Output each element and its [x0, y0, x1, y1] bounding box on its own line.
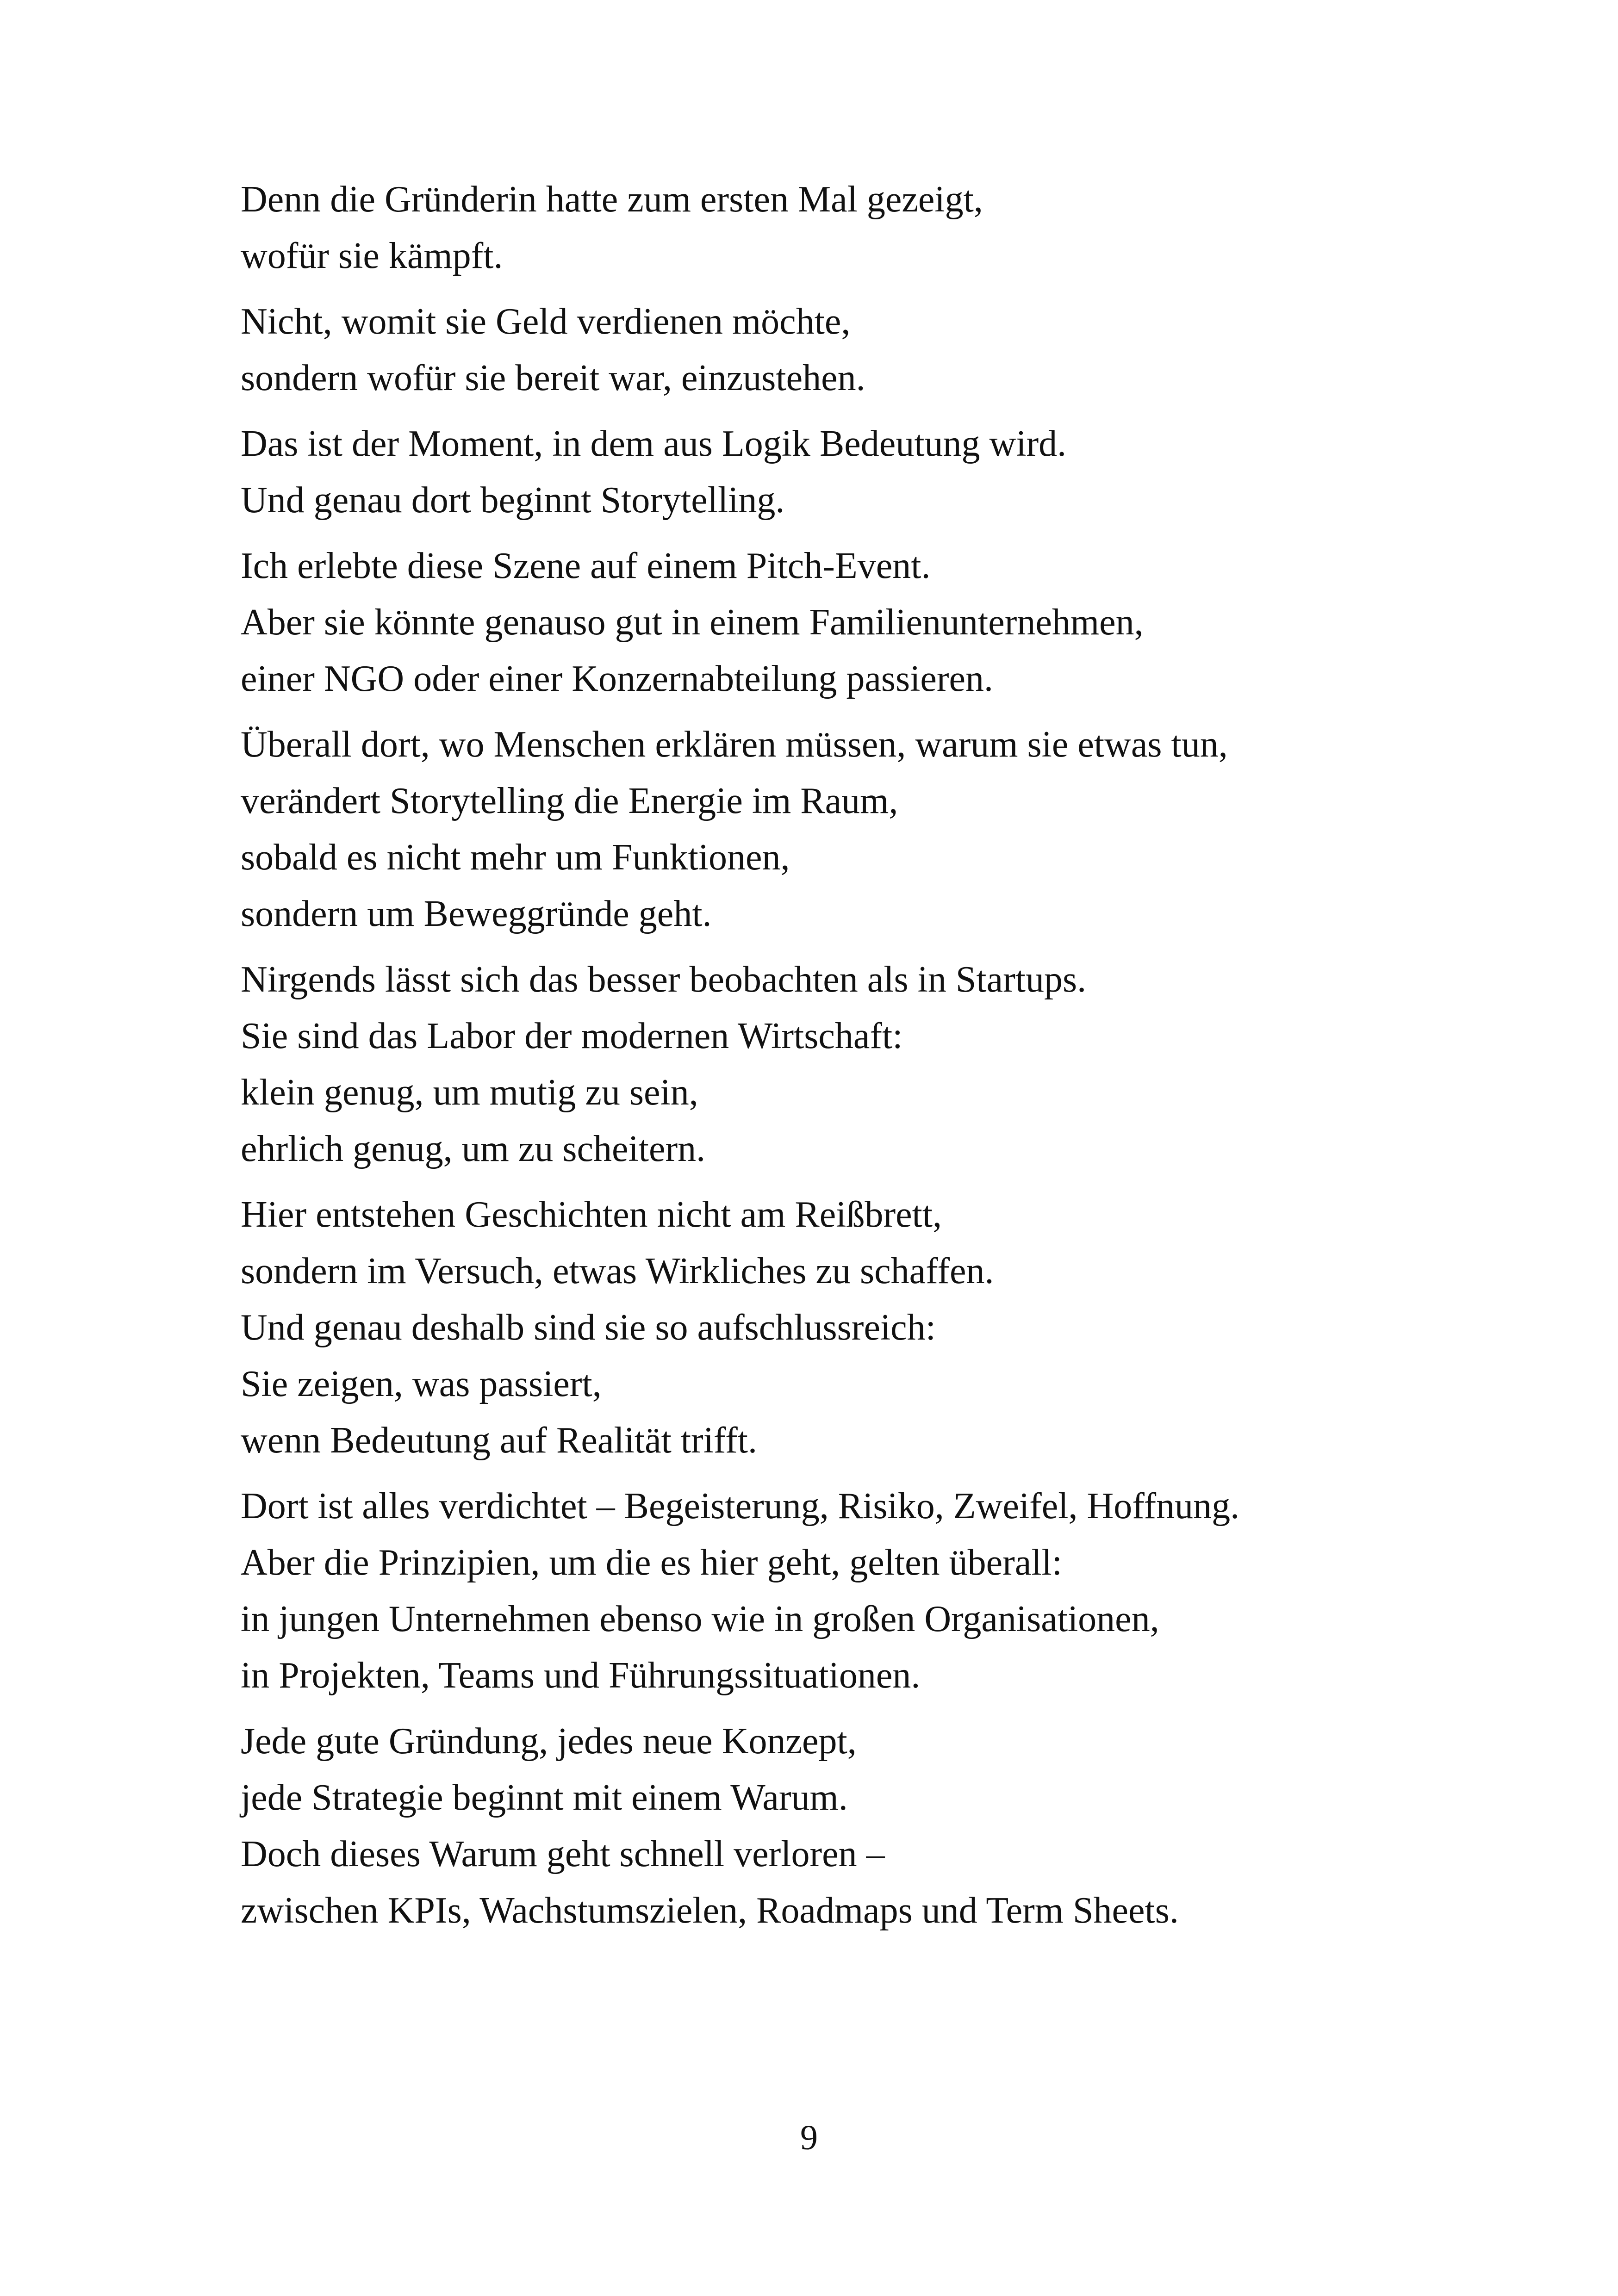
text-line: Sie sind das Labor der modernen Wirtschaft:	[241, 1016, 903, 1056]
text-line: Hier entstehen Geschichten nicht am Reißbrett,	[241, 1194, 942, 1235]
text-line: Ich erlebte diese Szene auf einem Pitch-Event.	[241, 546, 931, 586]
text-line: in Projekten, Teams und Führungssituationen.	[241, 1655, 921, 1696]
page-number: 9	[800, 2118, 818, 2157]
text-line: wofür sie kämpft.	[241, 236, 503, 276]
text-line: Und genau deshalb sind sie so aufschlussreich:	[241, 1307, 936, 1348]
text-line: einer NGO oder einer Konzernabteilung passieren.	[241, 658, 994, 699]
text-line: in jungen Unternehmen ebenso wie in großen Organisationen,	[241, 1599, 1159, 1639]
paragraph	[241, 538, 1444, 707]
text-line: wenn Bedeutung auf Realität trifft.	[241, 1420, 757, 1461]
text-line: sondern im Versuch, etwas Wirkliches zu schaffen.	[241, 1251, 994, 1291]
text-line: zwischen KPIs, Wachstumszielen, Roadmaps und Term Sheets.	[241, 1890, 1179, 1931]
text-line: Doch dieses Warum geht schnell verloren –	[241, 1834, 885, 1874]
paragraph	[241, 716, 1444, 942]
paragraph	[241, 416, 1444, 528]
paragraph	[241, 293, 1444, 406]
text-line: Das ist der Moment, in dem aus Logik Bedeutung wird.	[241, 423, 1067, 464]
text-line: Nirgends lässt sich das besser beobachten als in Startups.	[241, 959, 1087, 1000]
text-line: Überall dort, wo Menschen erklären müssen, warum sie etwas tun,	[241, 724, 1228, 765]
paragraph	[241, 951, 1444, 1177]
paragraph	[241, 171, 1444, 284]
text-line: Aber die Prinzipien, um die es hier geht, gelten überall:	[241, 1542, 1062, 1583]
text-line: Sie zeigen, was passiert,	[241, 1364, 602, 1404]
paragraph	[241, 1713, 1444, 1939]
paragraph	[241, 1478, 1444, 1704]
text-line: klein genug, um mutig zu sein,	[241, 1072, 698, 1113]
text-line: sondern um Beweggründe geht.	[241, 894, 712, 934]
text-line: sondern wofür sie bereit war, einzustehen.	[241, 358, 865, 398]
text-line: sobald es nicht mehr um Funktionen,	[241, 837, 790, 878]
text-line: Und genau dort beginnt Storytelling.	[241, 480, 785, 521]
text-line: Denn die Gründerin hatte zum ersten Mal gezeigt,	[241, 179, 983, 220]
text-line: ehrlich genug, um zu scheitern.	[241, 1129, 706, 1169]
paragraph	[241, 1186, 1444, 1469]
body-text	[241, 171, 1444, 1948]
text-line: Nicht, womit sie Geld verdienen möchte,	[241, 301, 851, 342]
text-line: jede Strategie beginnt mit einem Warum.	[241, 1777, 848, 1818]
text-line: Dort ist alles verdichtet – Begeisterung, Risiko, Zweifel, Hoffnung.	[241, 1486, 1240, 1527]
text-line: verändert Storytelling die Energie im Raum,	[241, 781, 898, 821]
text-line: Aber sie könnte genauso gut in einem Familienunternehmen,	[241, 602, 1144, 643]
text-line: Jede gute Gründung, jedes neue Konzept,	[241, 1721, 857, 1762]
